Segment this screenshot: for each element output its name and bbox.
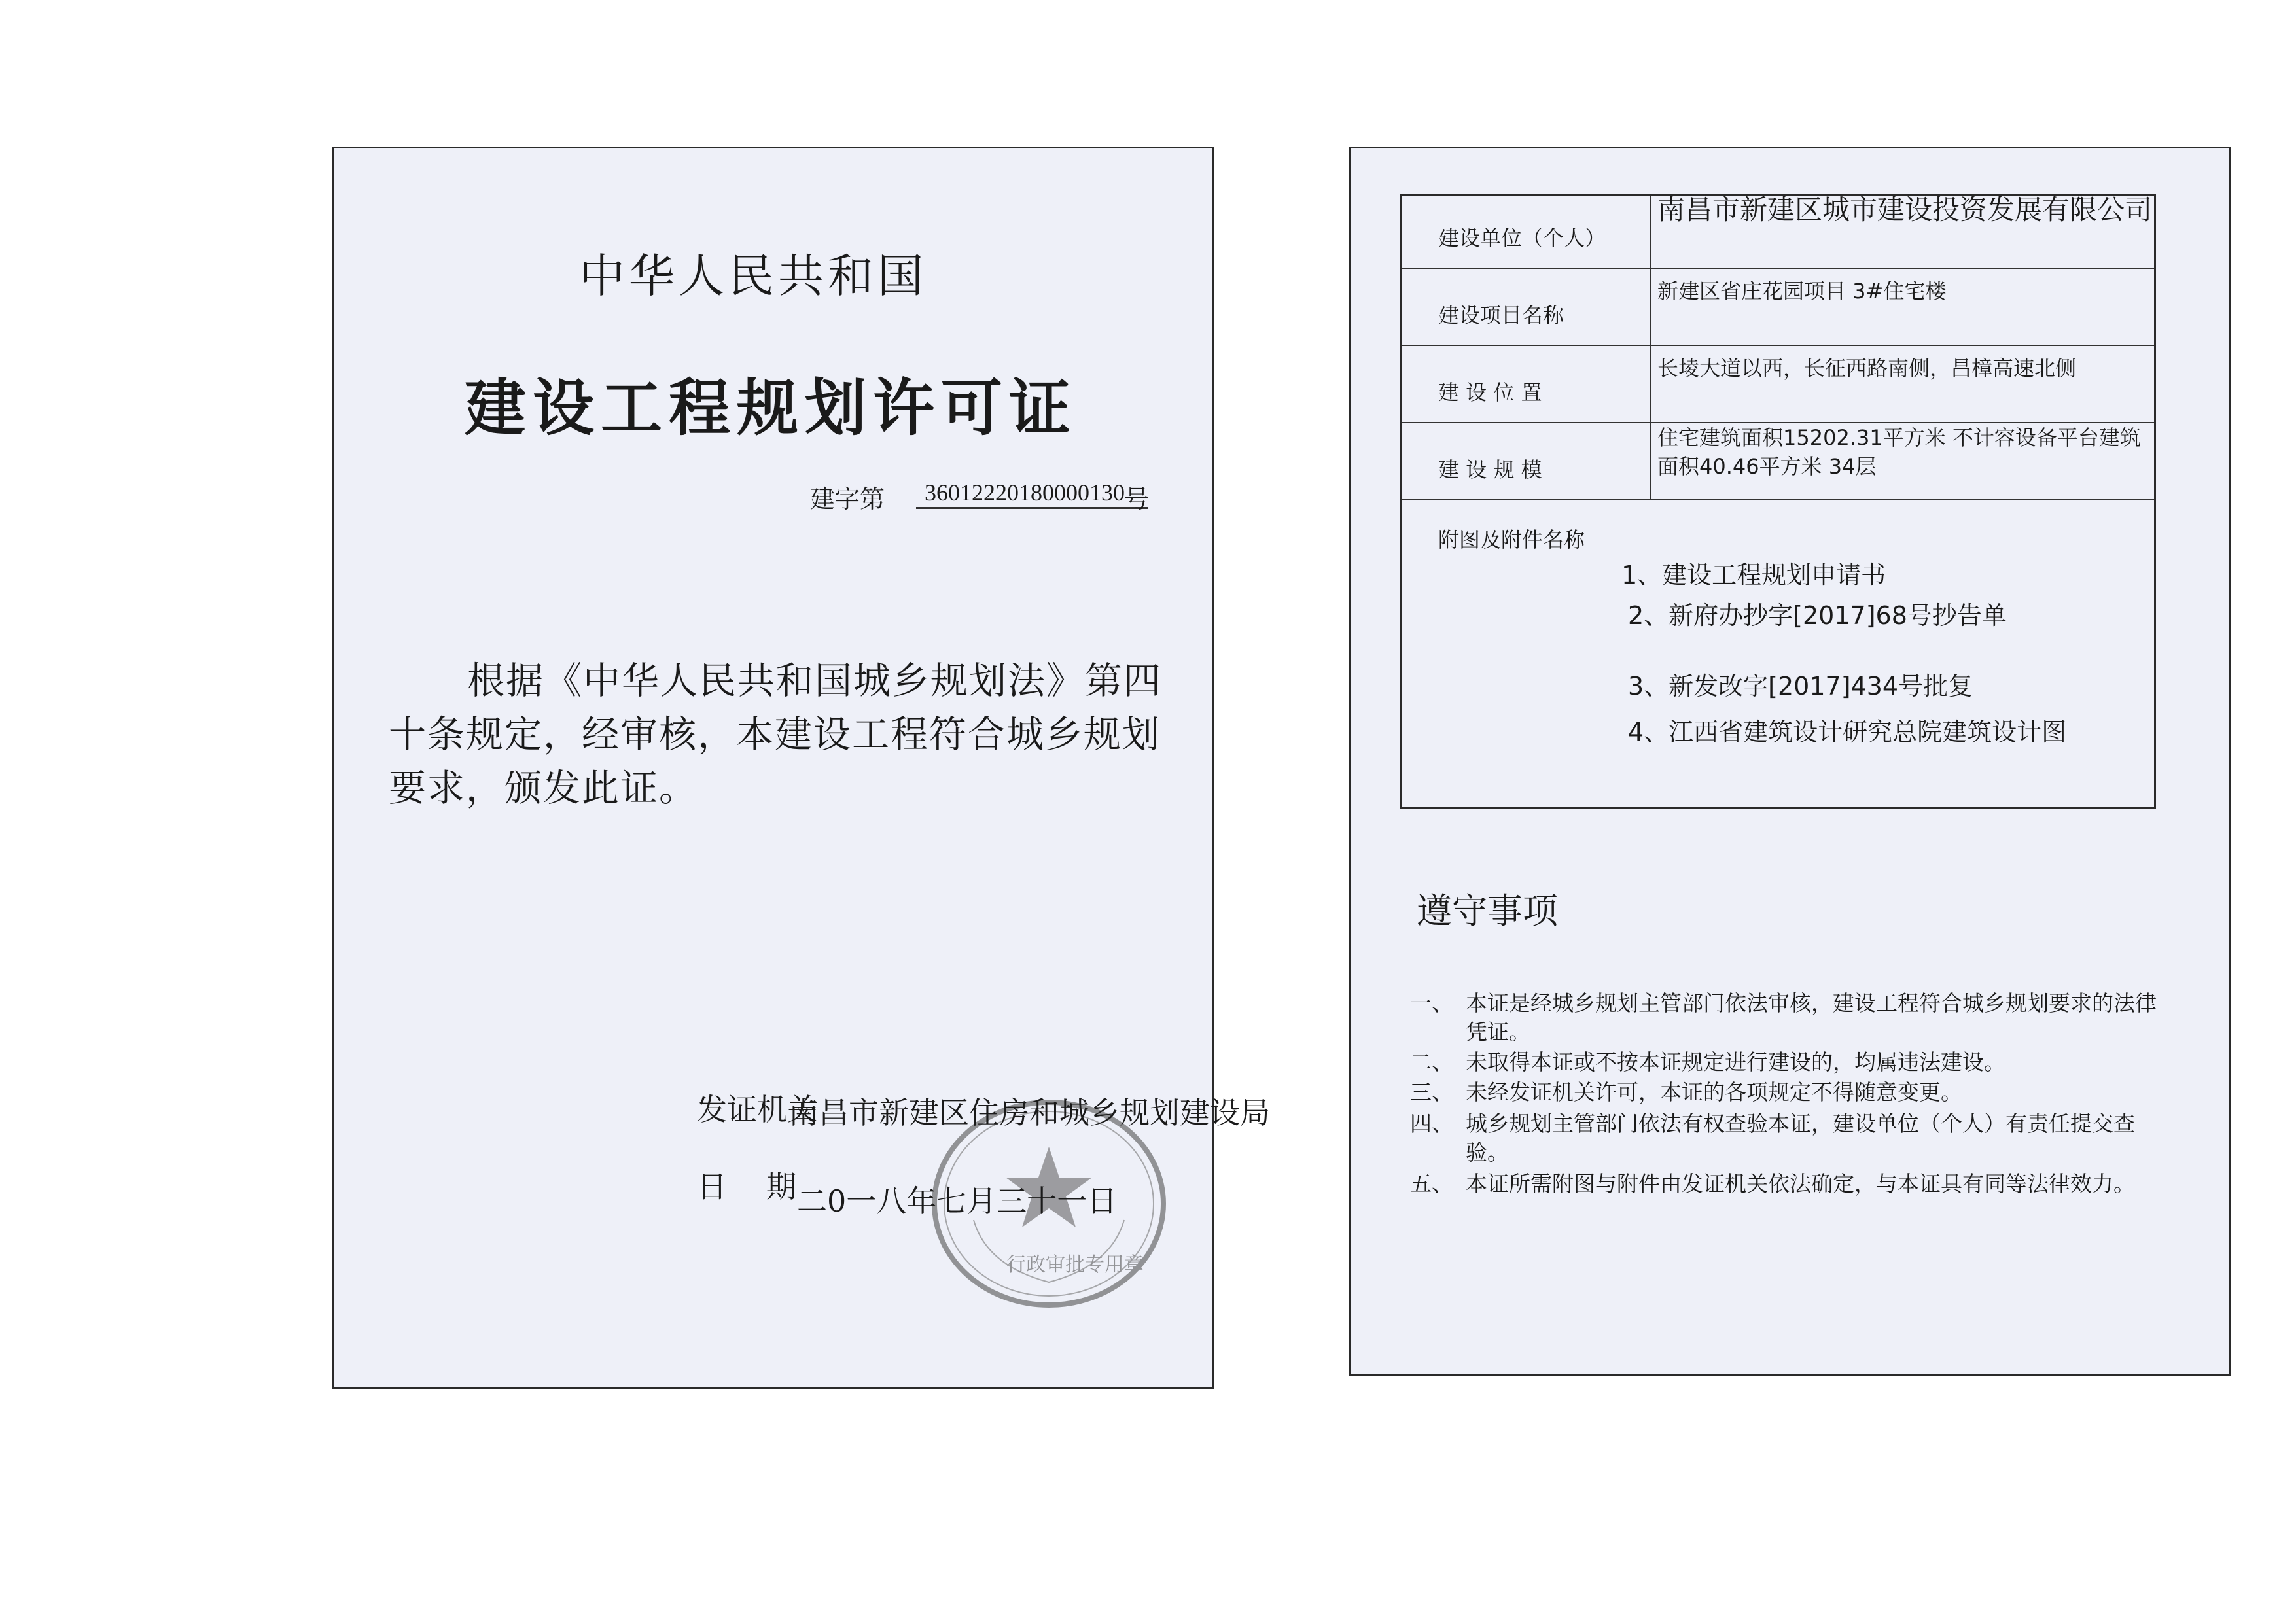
unit-value: 南昌市新建区城市建设投资发展有限公司 [1657,194,2153,226]
scale-value: 住宅建筑面积15202.31平方米 不计容设备平台建筑面积40.46平方米 34层 [1657,425,2141,479]
notes-title: 遵守事项 [1417,890,1558,932]
note-text: 未经发证机关许可，本证的各项规定不得随意变更。 [1466,1079,1962,1105]
note-item [1410,1078,2172,1107]
note-item [1410,989,2172,1047]
note-text: 未取得本证或不按本证规定进行建设的，均属违法建设。 [1466,1049,2005,1075]
note-text: 本证是经城乡规划主管部门依法审核，建设工程符合城乡规划要求的法律凭证。 [1466,990,2157,1045]
table-row [1402,268,2154,346]
certificate-title: 建设工程规划许可证 [465,372,1078,444]
project-label: 建设项目名称 [1402,268,1651,345]
attachment-item: 2、新府办抄字[2017]68号抄告单 [1628,601,2007,630]
note-text: 城乡规划主管部门依法有权查验本证，建设单位（个人）有责任提交查验。 [1466,1111,2135,1165]
table-row [1402,196,2154,269]
unit-label: 建设单位（个人） [1402,196,1651,268]
date-label: 日期 [697,1169,836,1204]
certificate-number-suffix: 号 [1124,485,1150,514]
attachments-label: 附图及附件名称 [1438,527,1585,552]
certificate-number-underline [916,507,1148,509]
note-number: 二、 [1410,1049,1453,1075]
location-label: 建 设 位 置 [1402,345,1651,422]
note-text: 本证所需附图与附件由发证机关依法确定，与本证具有同等法律效力。 [1466,1171,2135,1196]
issue-date: 二0一八年七月三十一日 [797,1183,1118,1219]
location-value: 长堎大道以西，长征西路南侧，昌樟高速北侧 [1657,356,2077,381]
table-row [1402,422,2154,500]
country-name: 中华人民共和国 [579,249,927,303]
note-item [1410,1109,2172,1167]
certificate-body-text: 根据《中华人民共和国城乡规划法》第四十条规定，经审核，本建设工程符合城乡规划要求，颁发此证。 [389,659,1162,810]
issuer-name: 南昌市新建区住房和城乡规划建设局 [788,1095,1270,1130]
certificate-number: 36012220180000130 [925,480,1125,506]
note-number: 五、 [1410,1171,1453,1196]
scale-label: 建 设 规 模 [1402,422,1651,499]
issuer-label: 发证机关 [697,1092,817,1127]
attachment-item: 1、建设工程规划申请书 [1621,561,1886,589]
attachment-item: 3、新发改字[2017]434号批复 [1628,672,1973,701]
svg-text:行政审批专用章: 行政审批专用章 [1006,1253,1144,1276]
project-value: 新建区省庄花园项目 3#住宅楼 [1657,279,1947,304]
note-number: 三、 [1410,1079,1453,1105]
note-number: 四、 [1410,1111,1453,1136]
table-row [1402,345,2154,423]
note-number: 一、 [1410,990,1453,1016]
certificate-number-label: 建字第 [810,485,885,514]
note-item [1410,1170,2172,1198]
attachment-item: 4、江西省建筑设计研究总院建筑设计图 [1628,718,2067,746]
note-item [1410,1048,2172,1077]
